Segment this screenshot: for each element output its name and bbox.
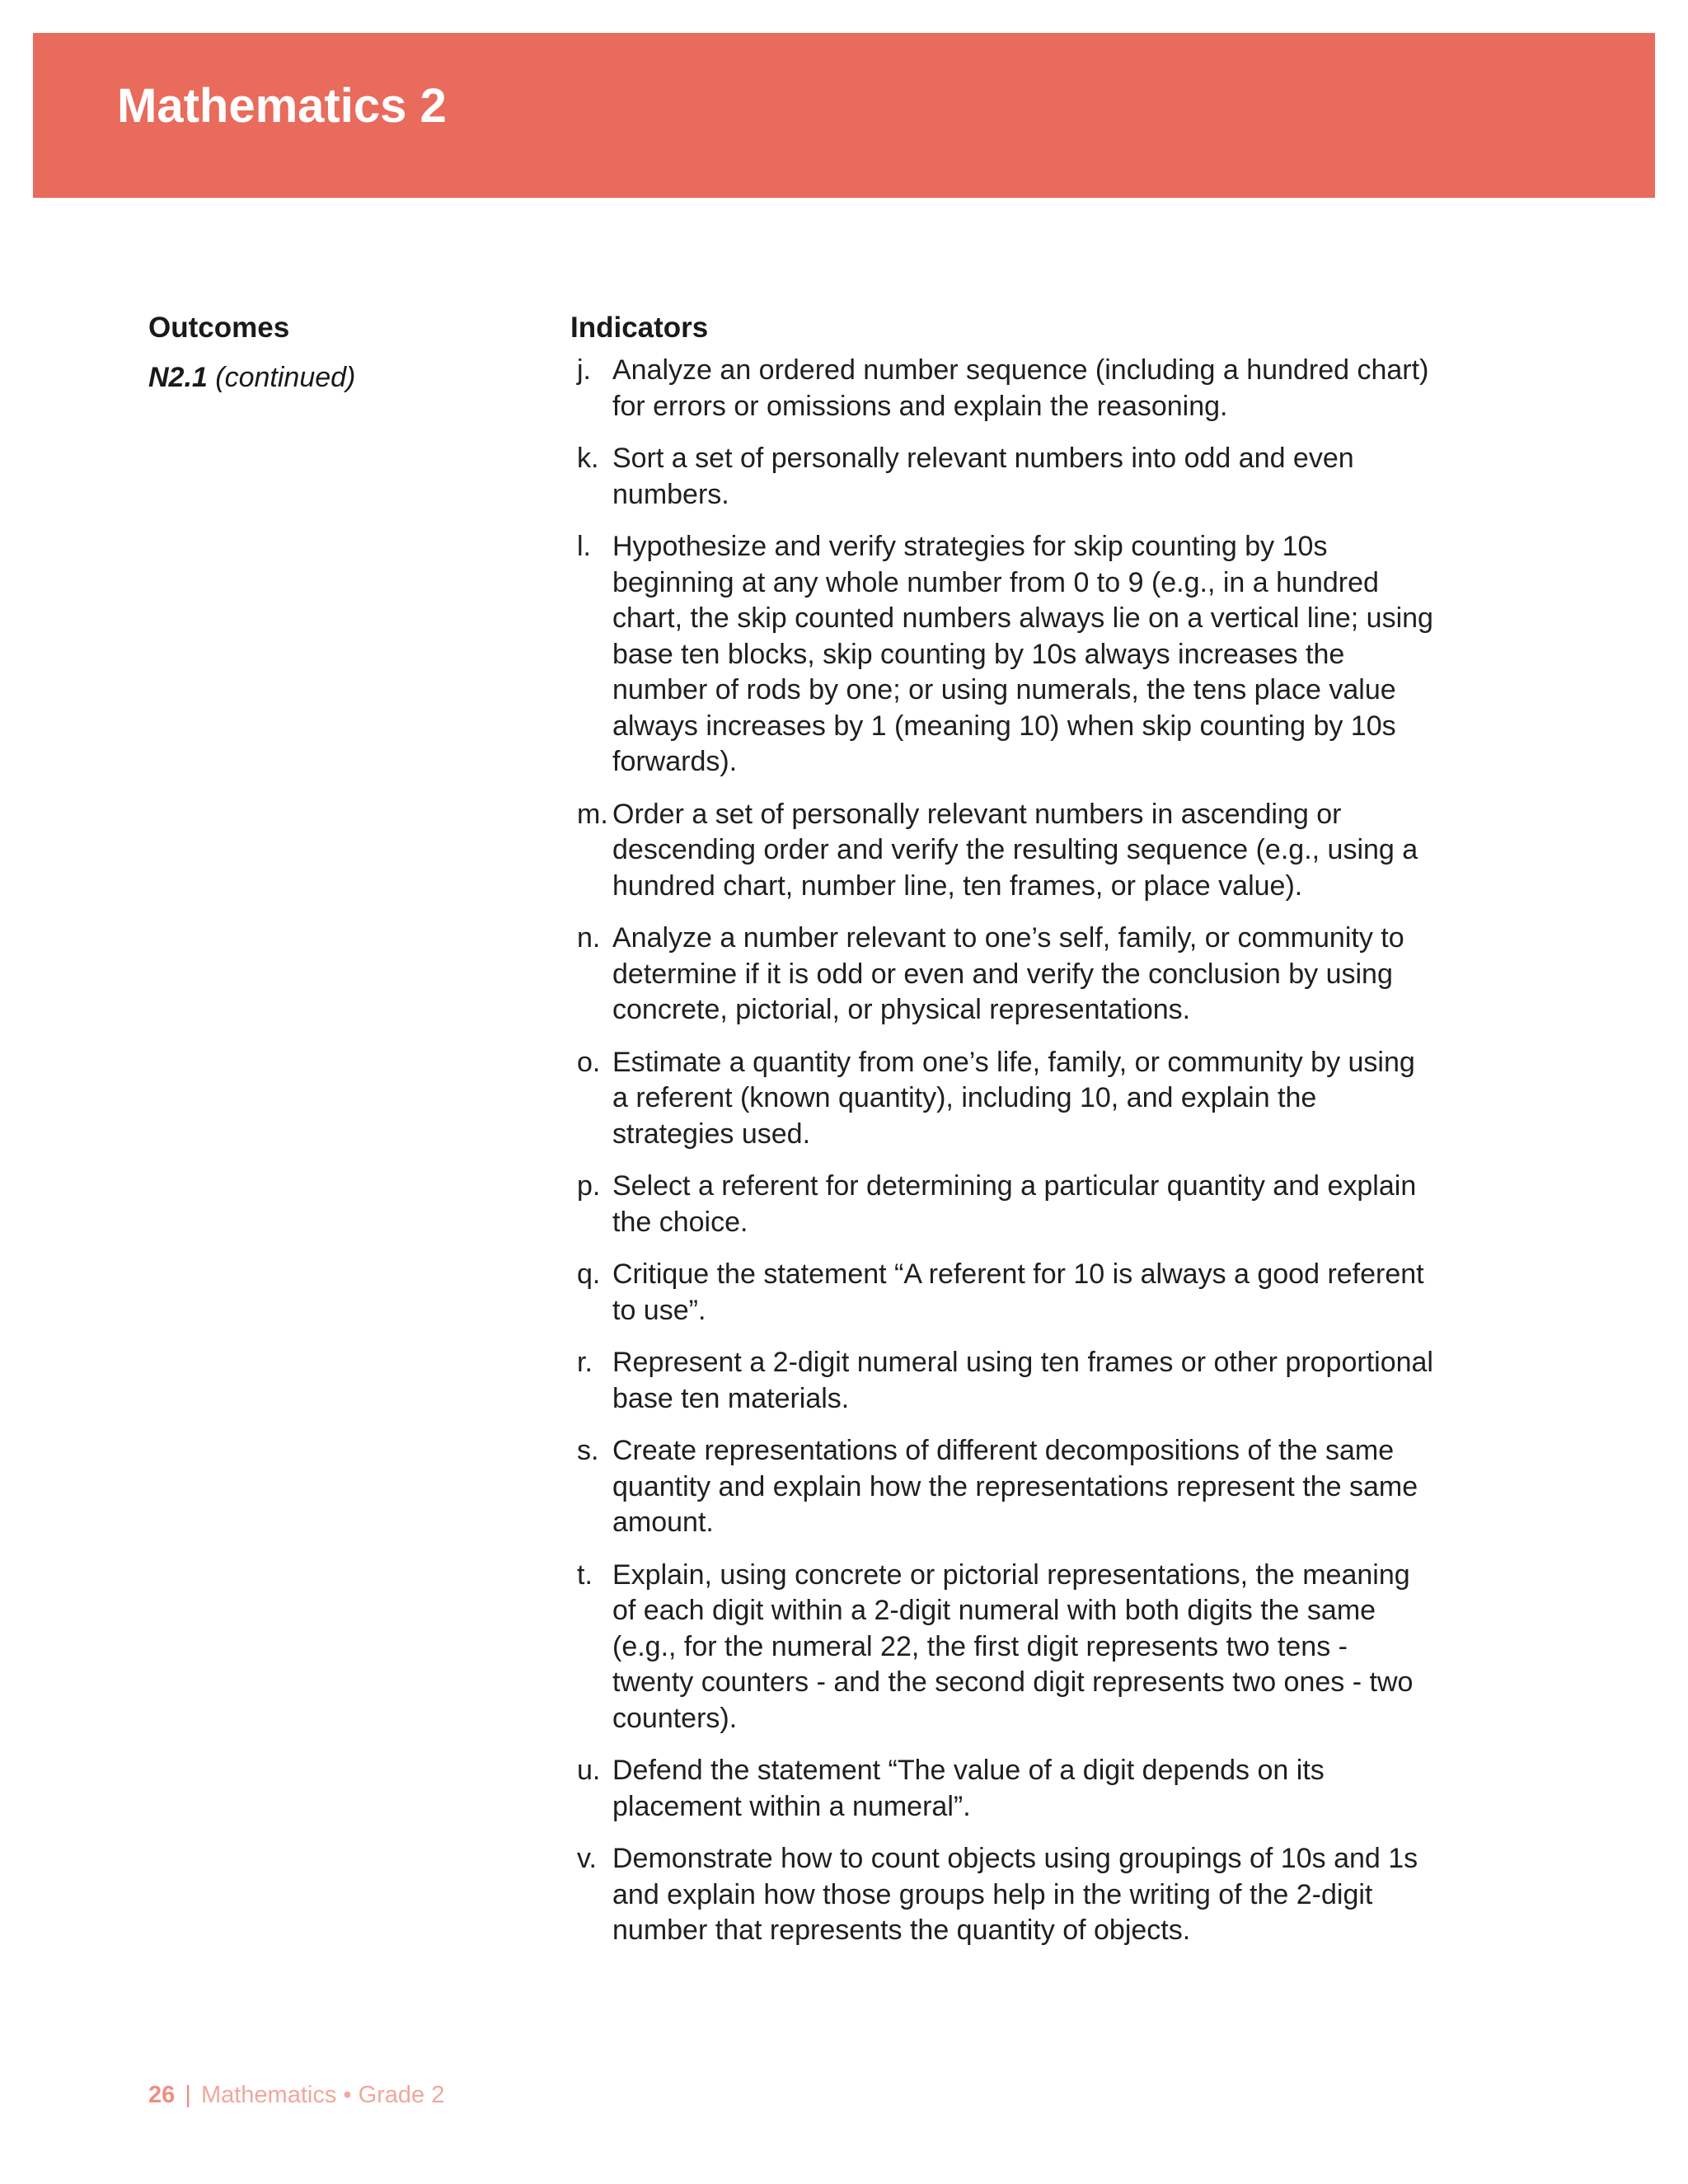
footer-page-number: 26 — [148, 2082, 176, 2108]
indicator-item — [577, 1345, 1434, 1417]
indicator-text: Sort a set of personally relevant numbers into odd and even numbers. — [612, 443, 1354, 510]
footer-text: Mathematics • Grade 2 — [200, 2082, 445, 2108]
indicator-item — [577, 1169, 1434, 1240]
page-footer — [148, 2080, 444, 2110]
indicator-text: Create representations of different decompositions of the same quantity and explain how the representations represent the same amount. — [612, 1435, 1418, 1538]
page-title: Mathematics 2 — [117, 79, 447, 133]
indicator-text: Explain, using concrete or pictorial representations, the meaning of each digit within a 2-digit numeral with both digits the same (e.g., for the numeral 22, the first digit represents two tens - twenty counters - and the second digit represents two ones - two counters). — [612, 1558, 1414, 1734]
outcome-code — [148, 359, 355, 396]
indicator-item — [577, 1753, 1434, 1825]
indicator-item — [577, 441, 1434, 513]
indicator-text: Critique the statement “A referent for 10 is always a good referent to use”. — [612, 1258, 1424, 1326]
indicator-text: Estimate a quantity from one’s life, family, or community by using a referent (known quantity), including 10, and explain the strategies used. — [612, 1046, 1415, 1150]
indicator-text: Represent a 2-digit numeral using ten frames or other proportional base ten materials. — [612, 1347, 1433, 1414]
indicator-letter: m. — [577, 798, 608, 830]
indicator-list — [577, 353, 1434, 1966]
indicator-letter: r. — [577, 1347, 593, 1378]
indicator-letter: p. — [577, 1170, 601, 1202]
indicator-text: Order a set of personally relevant numbers in ascending or descending order and verify the resulting sequence (e.g., using a hundred chart, number line, ten frames, or place value). — [612, 798, 1418, 902]
indicator-text: Demonstrate how to count objects using groupings of 10s and 1s and explain how those groups help in the writing of the 2-digit number that represents the quantity of objects. — [612, 1843, 1418, 1946]
indicator-text: Defend the statement “The value of a digit depends on its placement within a numeral”. — [612, 1755, 1325, 1822]
indicator-text: Select a referent for determining a particular quantity and explain the choice. — [612, 1170, 1417, 1238]
indicator-letter: o. — [577, 1046, 601, 1078]
indicator-letter: n. — [577, 922, 601, 954]
indicator-item — [577, 1045, 1434, 1153]
indicator-letter: t. — [577, 1558, 593, 1591]
indicator-letter: k. — [577, 443, 599, 474]
indicator-letter: q. — [577, 1258, 601, 1290]
indicator-item — [577, 1558, 1434, 1737]
outcome-code-suffix: (continued) — [215, 362, 356, 393]
footer-separator: | — [185, 2082, 191, 2108]
indicator-letter: s. — [577, 1435, 599, 1466]
indicator-item — [577, 1433, 1434, 1541]
indicator-item — [577, 921, 1434, 1029]
indicator-item — [577, 529, 1434, 780]
indicators-heading: Indicators — [570, 312, 709, 344]
indicator-letter: j. — [577, 354, 591, 386]
indicator-item — [577, 353, 1434, 424]
indicator-letter: v. — [577, 1843, 597, 1874]
indicator-text: Analyze a number relevant to one’s self, family, or community to determine if it is odd or even and verify the conclusion by using concrete, pictorial, or physical representations. — [612, 922, 1404, 1025]
indicator-text: Analyze an ordered number sequence (including a hundred chart) for errors or omissions and explain the reasoning. — [612, 354, 1429, 422]
indicator-item — [577, 1257, 1434, 1329]
indicator-item — [577, 1841, 1434, 1949]
indicator-letter: l. — [577, 531, 591, 562]
outcome-code-id: N2.1 — [148, 362, 208, 393]
outcomes-heading: Outcomes — [148, 312, 290, 344]
indicator-text: Hypothesize and verify strategies for skip counting by 10s beginning at any whole number from 0 to 9 (e.g., in a hundred chart, the skip counted numbers always lie on a vertical line; using base ten blocks, skip counting by 10s always increases the number of rods by one; or using numerals, the tens place value always increases by 1 (meaning 10) when skip counting by 10s forwards). — [612, 531, 1433, 777]
indicator-letter: u. — [577, 1755, 601, 1786]
indicator-item — [577, 797, 1434, 905]
